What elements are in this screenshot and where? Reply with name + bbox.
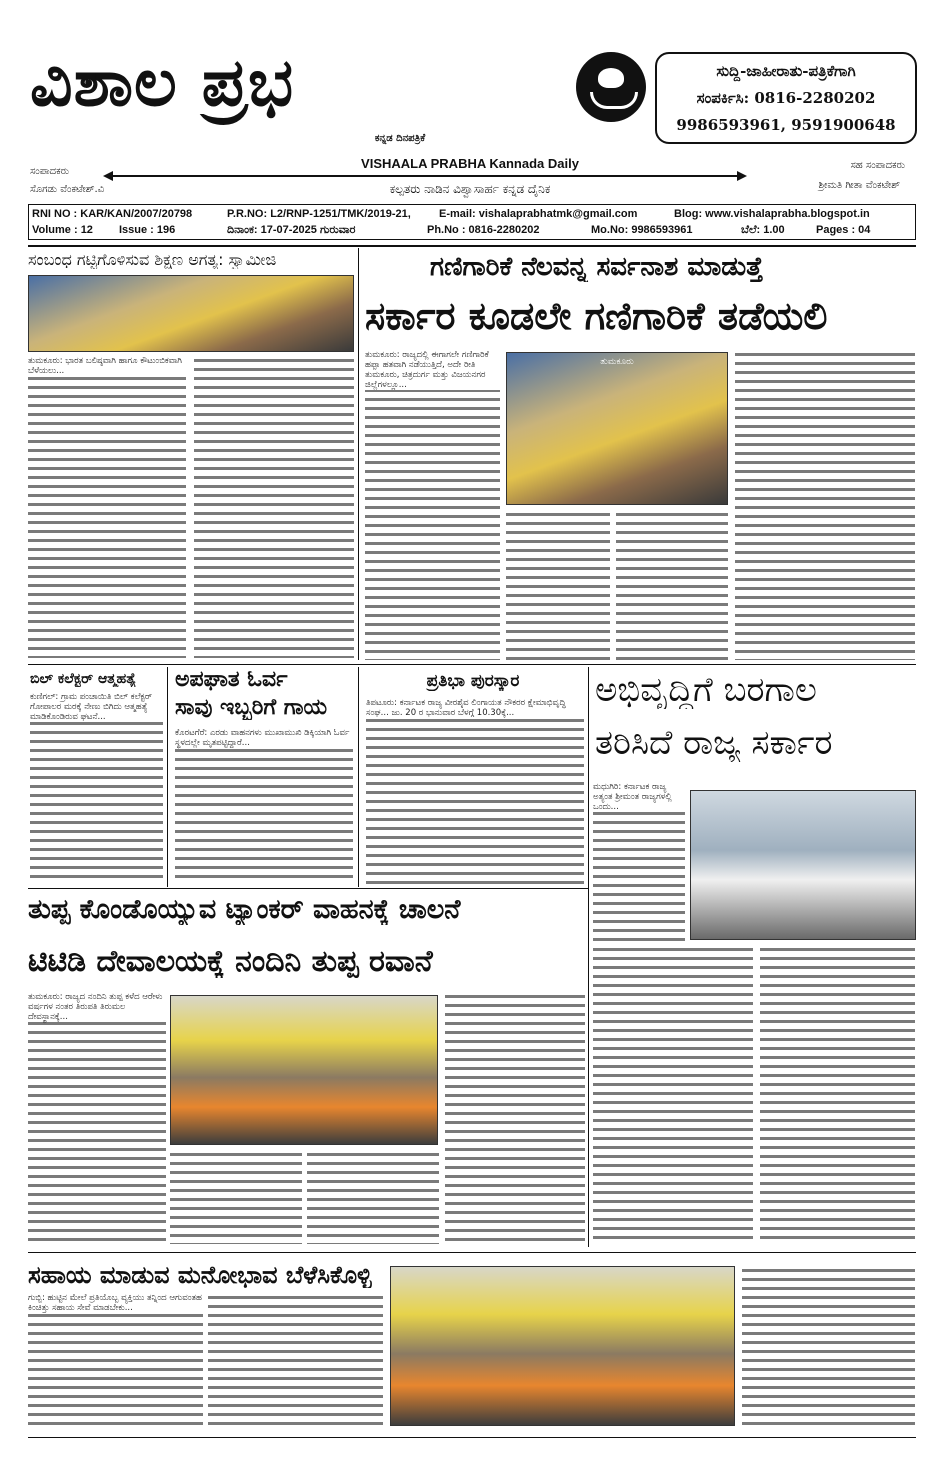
dove-emblem-icon xyxy=(576,52,646,122)
mining-body-col2 xyxy=(506,510,610,660)
education-body-col2 xyxy=(194,356,354,658)
ghee-headline-1: ತುಪ್ಪ ಕೊಂಡೊಯ್ಯುವ ಟ್ಯಾಂಕರ್ ವಾಹನಕ್ಕೆ ಚಾಲನೆ xyxy=(28,895,461,925)
mining-body-col1: ತುಮಕೂರು: ರಾಜ್ಯದಲ್ಲಿ ಈಗಾಗಲೇ ಗಣಿಗಾರಿಕೆ ಹಪ್ಪಾ ಹತವಾಗಿ ನಡೆಯುತ್ತಿದೆ, ಅದೇ ರೀತಿ ತುಮಕೂರು, ಚಿತ್ರದುರ್ಗ ಮತ್ತು ವಿಜಯನಗರ ಜಿಲ್ಲೆಗಳಲ್ಲೂ... xyxy=(365,350,500,660)
masthead-arrow xyxy=(105,175,745,177)
accident-headline-2: ಸಾವು ಇಬ್ಬರಿಗೆ ಗಾಯ xyxy=(175,696,328,720)
editor-name: ಸೊಗಡು ವೆಂಕಟೇಶ್.ವಿ xyxy=(30,184,105,195)
ghee-body-col3 xyxy=(307,1150,439,1244)
accident-headline-1: ಅಪಘಾತ ಓರ್ವ xyxy=(175,668,288,692)
english-title: VISHAALA PRABHA Kannada Daily xyxy=(361,156,579,171)
price: ಬೆಲೆ: 1.00 xyxy=(741,224,785,236)
mining-headline-1: ಗಣಿಗಾರಿಕೆ ನೆಲವನ್ನ ಸರ್ವನಾಶ ಮಾಡುತ್ತೆ xyxy=(430,253,764,282)
phone: Ph.No : 0816-2280202 xyxy=(427,224,540,236)
pages: Pages : 04 xyxy=(816,224,871,236)
drought-photo xyxy=(690,790,916,940)
rni-number: RNI NO : KAR/KAN/2007/20798 xyxy=(32,208,193,220)
ghee-body-col4 xyxy=(445,992,585,1244)
contact-box xyxy=(655,52,917,144)
accident-body: ಕೊರಟಗೆರೆ: ಎರಡು ವಾಹನಗಳು ಮುಖಾಮುಖಿ ಡಿಕ್ಕಿಯಾಗಿ ಓರ್ವ ಸ್ಥಳದಲ್ಲೇ ಮೃತಪಟ್ಟಿದ್ದಾರೆ... xyxy=(175,728,353,884)
volume: Volume : 12 xyxy=(32,224,93,236)
issue: Issue : 196 xyxy=(119,224,176,236)
contact-line-2: ಸಂಪರ್ಕಿಸಿ: 0816-2280202 xyxy=(696,89,876,107)
mining-body-col3 xyxy=(616,510,728,660)
pr-number: P.R.NO: L2/RNP-1251/TMK/2019-21, xyxy=(227,208,411,220)
coeditor-name: ಶ್ರೀಮತಿ ಗೀತಾ ವೆಂಕಟೇಶ್ xyxy=(818,180,900,191)
bill-collector-body: ಕುಣಿಗಲ್: ಗ್ರಾಮ ಪಂಚಾಯಿತಿ ಬಿಲ್ ಕಲೆಕ್ಟರ್ ಗೋಪಾಲರ ಮರಕ್ಕೆ ನೇಣು ಬಿಗಿದು ಆತ್ಮಹತ್ಯೆ ಮಾಡಿಕೊಂಡಿರುವ ಘಟನೆ... xyxy=(30,692,163,884)
ghee-body-col2 xyxy=(170,1150,302,1244)
publication-info xyxy=(28,204,916,240)
help-headline: ಸಹಾಯ ಮಾಡುವ ಮನೋಭಾವ ಬೆಳೆಸಿಕೊಳ್ಳಿ xyxy=(28,1262,372,1289)
ghee-headline-2: ಟಿಟಿಡಿ ದೇವಾಲಯಕ್ಕೆ ನಂದಿನಿ ತುಪ್ಪ ರವಾನೆ xyxy=(28,945,433,978)
ghee-tanker-photo xyxy=(170,995,438,1145)
coeditor-label: ಸಹ ಸಂಪಾದಕರು xyxy=(850,160,905,171)
drought-headline-2: ತರಿಸಿದೆ ರಾಜ್ಯ ಸರ್ಕಾರ xyxy=(595,725,833,763)
bill-collector-headline: ಬಿಲ್ ಕಲೆಕ್ಟರ್ ಆತ್ಮಹತ್ಯೆ xyxy=(30,672,137,687)
drought-headline-1: ಅಭಿವೃದ್ಧಿಗೆ ಬರಗಾಲ xyxy=(595,672,817,710)
blog: Blog: www.vishalaprabha.blogspot.in xyxy=(674,208,870,220)
award-headline: ಪ್ರತಿಭಾ ಪುರಸ್ಕಾರ xyxy=(426,672,520,691)
slogan: ಕಲ್ಪತರು ನಾಡಿನ ವಿಶ್ವಾಸಾರ್ಹ ಕನ್ನಡ ದೈನಿಕ xyxy=(389,182,551,196)
emblem-tagline: ಕನ್ನಡ ದಿನಪತ್ರಿಕೆ xyxy=(374,133,426,144)
mining-press-photo xyxy=(506,352,728,505)
date: ದಿನಾಂಕ: 17-07-2025 ಗುರುವಾರ xyxy=(227,224,356,236)
education-headline: ಸಂಬಂಧ ಗಟ್ಟಿಗೊಳಿಸುವ ಶಿಕ್ಷಣ ಅಗತ್ಯ: ಸ್ವಾಮೀಜಿ xyxy=(28,251,277,269)
email: E-mail: vishalaprabhatmk@gmail.com xyxy=(439,208,638,220)
help-event-photo xyxy=(390,1266,735,1426)
mobile: Mo.No: 9986593961 xyxy=(591,224,693,236)
education-photo xyxy=(28,275,354,352)
help-body-col1: ಗುಬ್ಬಿ: ಹುಟ್ಟಿನ ಮೇಲೆ ಪ್ರತಿಯೊಬ್ಬ ವ್ಯಕ್ತಿಯು ತನ್ನಿಂದ ಆಗುವಂತಹ ಕಿಂಚಿತ್ತು ಸಹಾಯ ಸೇವೆ ಮಾಡಬೇಕು... xyxy=(28,1293,203,1428)
drought-body-col2 xyxy=(593,945,753,1245)
photo-caption: ತುಮಕೂರು xyxy=(600,357,634,367)
editor-label: ಸಂಪಾದಕರು xyxy=(30,166,70,177)
mining-headline-2: ಸರ್ಕಾರ ಕೂಡಲೇ ಗಣಿಗಾರಿಕೆ ತಡೆಯಲಿ xyxy=(365,296,828,338)
ghee-body-col1: ತುಮಕೂರು: ರಾಜ್ಯದ ನಂದಿನಿ ತುಪ್ಪ ಕಳೆದ ಆರೇಳು ವರ್ಷಗಳ ನಂತರ ತಿರುಪತಿ ತಿರುಮಲ ದೇವಸ್ಥಾನಕ್ಕೆ... xyxy=(28,992,166,1244)
drought-body-col1: ಮಧುಗಿರಿ: ಕರ್ನಾಟಕ ರಾಜ್ಯ ಅತ್ಯಂತ ಶ್ರೀಮಂತ ರಾಜ್ಯಗಳಲ್ಲಿ ಒಂದು... xyxy=(593,782,685,942)
mining-body-col4 xyxy=(735,350,915,660)
award-body: ತಿಪಟೂರು: ಕರ್ನಾಟಕ ರಾಜ್ಯ ವೀರಶೈವ ಲಿಂಗಾಯತ ನೌಕರರ ಕ್ಷೇಮಾಭಿವೃದ್ಧಿ ಸಂಘ... ಜು. 20 ರ ಭಾನುವಾರ ಬೆಳಗ್ಗೆ 10.30ಕ್ಕೆ... xyxy=(366,698,584,884)
newspaper-logo: ವಿಶಾಲ ಪ್ರಭ xyxy=(30,43,295,121)
contact-line-1: ಸುದ್ದಿ-ಜಾಹೀರಾತು-ಪತ್ರಿಕೆಗಾಗಿ xyxy=(716,62,856,80)
education-body-col1: ತುಮಕೂರು: ಭಾರತ ಬಲಿಷ್ಠವಾಗಿ ಹಾಗೂ ಕೌಟುಂಬಿಕವಾಗಿ ಬೆಳೆಯಲು... xyxy=(28,356,186,658)
help-body-col2 xyxy=(208,1293,383,1428)
contact-line-3: 9986593961, 9591900648 xyxy=(676,116,896,134)
help-body-col3 xyxy=(742,1266,915,1428)
drought-body-col3 xyxy=(760,945,915,1245)
